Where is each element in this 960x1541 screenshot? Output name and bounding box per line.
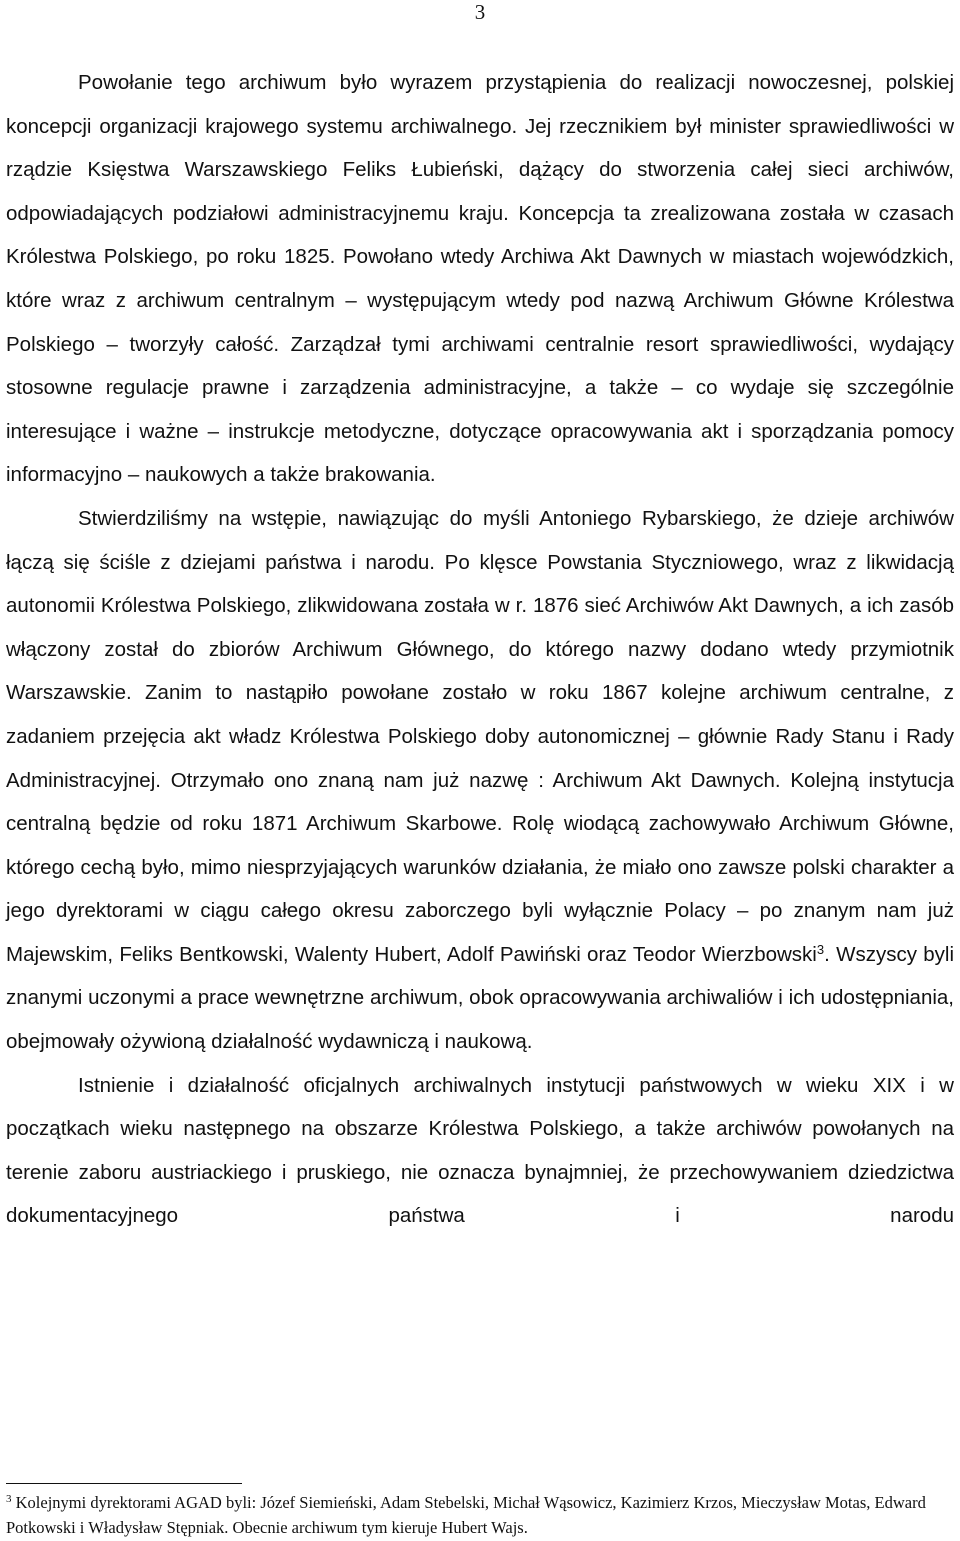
paragraph-3: Istnienie i działalność oficjalnych archiwalnych instytucji państwowych w wieku XIX i w początkach wieku następnego na obszarze Królestwa Polskiego, a także archiwów powołanych na terenie zaboru austriackiego i pruskiego, nie oznacza bynajmniej, że przechowywaniem dziedzictwa dokumentacyjnego państwa i narodu xyxy=(6,1073,954,1228)
paragraph-1: Powołanie tego archiwum było wyrazem przystąpienia do realizacji nowoczesnej, polskiej koncepcji organizacji krajowego systemu archiwalnego. Jej rzecznikiem był minister sprawiedliwości w rządzie Księstwa Warszawskiego Feliks Łubieński, dążący do stworzenia całej sieci archiwów, odpowiadających podziałowi administracyjnemu kraju. Koncepcja ta zrealizowana została w czasach Królestwa Polskiego, po roku 1825. Powołano wtedy Archiwa Akt Dawnych w miastach wojewódzkich, które wraz z archiwum centralnym – występującym wtedy pod nazwą Archiwum Główne Królestwa Polskiego – tworzyły całość. Zarządzał tymi archiwami centralnie resort sprawiedliwości, wydający stosowne regulacje prawne i zarządzenia administracyjne, a także – co wydaje się szczególnie interesujące i ważne – instrukcje metodyczne, dotyczące opracowywania akt i sporządzania pomocy informacyjno – naukowych a także brakowania. xyxy=(6,71,954,487)
paragraph-2-text-before-note: Stwierdziliśmy na wstępie, nawiązując do myśli Antoniego Rybarskiego, że dzieje archiwów łączą się ściśle z dziejami państwa i narodu. Po klęsce Powstania Styczniowego, wraz z likwidacją autonomii Królestwa Polskiego, zlikwidowana została w r. 1876 sieć Archiwów Akt Dawnych, a ich zasób włączony został do zbiorów Archiwum Głównego, do którego nazwy dodano wtedy przymiotnik Warszawskie. Zanim to nastąpiło powołane zostało w roku 1867 kolejne archiwum centralne, z zadaniem przejęcia akt władz Królestwa Polskiego doby autonomicznej – głównie Rady Stanu i Rady Administracyjnej. Otrzymało ono znaną nam już nazwę : Archiwum Akt Dawnych. Kolejną instytucja centralną będzie od roku 1871 Archiwum Skarbowe. Rolę wiodącą zachowywało Archiwum Główne, którego cechą było, mimo niesprzyjających warunków działania, że miało ono zawsze polski charakter a jego dyrektorami w ciągu całego okresu zaborczego byli wyłącznie Polacy – po znanym nam już Majewskim, Feliks Bentkowski, Walenty Hubert, Adolf Pawiński oraz Teodor Wierzbowski xyxy=(6,506,954,966)
body-text xyxy=(6,61,954,1238)
paragraph-2-text-after-note: . Wszyscy byli znanymi uczonymi a prace wewnętrzne archiwum, obok opracowywania archiwaliów i ich udostępniania, obejmowały ożywioną działalność wydawniczą i naukową. xyxy=(6,942,955,1054)
footnote-marker: 3 xyxy=(6,1493,12,1505)
footnote-reference: 3 xyxy=(816,941,825,957)
paragraph-2 xyxy=(6,497,954,1064)
footnote-text: Kolejnymi dyrektorami AGAD byli: Józef Siemieński, Adam Stebelski, Michał Wąsowicz, Kazimierz Krzos, Mieczysław Motas, Edward Potkowski i Władysław Stępniak. Obecnie archiwum tym kieruje Hubert Wajs. xyxy=(6,1493,926,1537)
footnote xyxy=(6,1490,954,1540)
footnote-separator xyxy=(6,1483,242,1484)
page-number: 3 xyxy=(474,0,486,24)
